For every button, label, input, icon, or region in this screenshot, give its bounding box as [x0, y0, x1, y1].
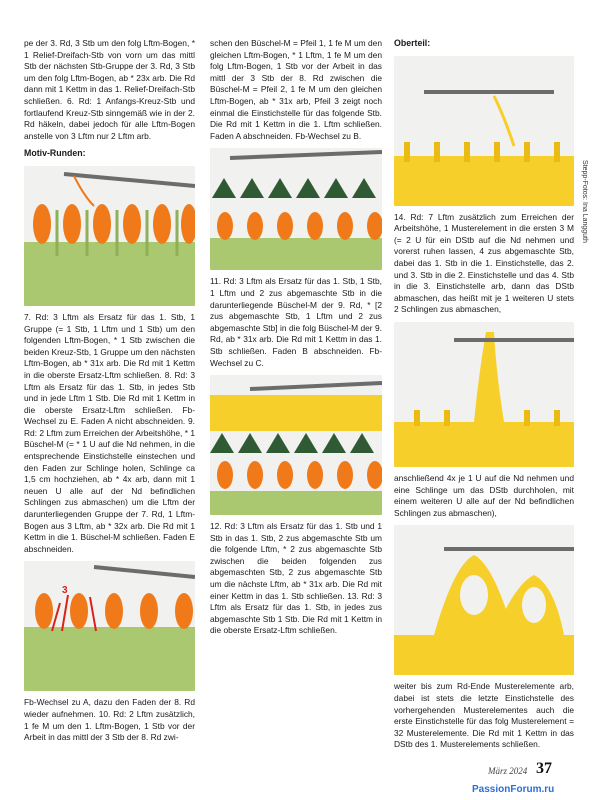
photo-round-14-step-2	[394, 322, 574, 467]
issue-date: März 2024	[488, 766, 528, 776]
watermark: PassionForum.ru	[472, 784, 555, 795]
paragraph-intro-col1: pe der 3. Rd, 3 Stb um den folg Lftm-Bogen, * 1 Relief-Dreifach-Stb von vorn um das mittl Stb der nächsten Stb-Gruppe der 3. Rd, 3 Stb um den folg Lftm-Bogen, ab * 23x arb. Die Rd dann mit 1 Kettm in das 1. Relief-Dreifach-Stb schließen. 6. Rd: 1 Anfangs-Kreuz-Stb und fortlaufend Kreuz-Stb sinngemäß wie in der 2. Rd häkeln, dabei jedoch für alle Lftm-Bogen anstelle von 3 Lftm nur 2 Lftm arb.	[24, 38, 195, 141]
photo-round-14-step-3	[394, 525, 574, 675]
paragraph-round-12-13: 12. Rd: 3 Lftm als Ersatz für das 1. Stb und 1 Stb in das 1. Stb, 2 zus abgemaschte Stb um die folgende Lftm, * 2 zus abgemaschte Stb zwischen die beiden folgenden zus abgemaschten Stb, 2 zus abgemaschte Stb um die nächste Lftm, ab * 31x arb. Die Rd mit einer Kettm in das 1. Stb schließen. 13. Rd: 3 Lftm als Ersatz für das 1. Stb, in jedes zus abgemaschte Stb 1 Stb. Die Rd mit 1 Kettm in die oberste Ersatz-Lftm schließen.	[210, 521, 382, 636]
paragraph-round-14: 14. Rd: 7 Lftm zusätzlich zum Erreichen der Arbeitshöhe, 1 Musterelement in die ersten 3 M (= 2 U für ein DStb auf die Nd nehmen und vorerst ruhen lassen, 4 zus abgemaschte Stb, dabei das 1. Stb in die 1. Einstichstelle, das 2. und 3. Stb in die 2. Einstichstelle und das 4. Stb in die 3. Einstichstelle arb, dann das DStb abmaschen, das heißt mit je 1 weiteren U stets 2 Schlingen zus abmaschen,	[394, 211, 574, 315]
photo-credit-text: Stepp-Fotos: Ina Langguth	[581, 160, 588, 243]
photo-credit	[579, 160, 589, 310]
photo-round-10-arrows	[24, 561, 195, 691]
paragraph-round-14-step-3: weiter bis zum Rd-Ende Musterelemente arb, dabei ist stets die letzte Einstichstelle des vorhergehenden Musterelementes auch die erste Einstichstelle für das folg Musterelement = 32 Musterelemente. Die Rd mit 1 Kettm in das DStb des 1. Musterelements schließen.	[394, 681, 574, 750]
photo-round-12-yellow-rows	[210, 375, 382, 515]
photo-round-7-orange-clusters	[24, 166, 195, 306]
paragraph-round-14-step-2: anschließend 4x je 1 U auf die Nd nehmen und eine Schlinge um das DStb durchholen, mit einem weiteren U alle auf der Nd befindlichen Schlingen zus abmaschen),	[394, 472, 574, 518]
heading-motiv-runden: Motiv-Runden:	[24, 148, 86, 159]
page-number: 37	[536, 760, 552, 777]
column-3	[394, 38, 574, 751]
photo-marker-label: 3	[62, 585, 68, 597]
paragraph-round-11: 11. Rd: 3 Lftm als Ersatz für das 1. Stb, 1 Stb, 1 Lftm und 2 zus abgemaschte Stb in die darunterliegende Büschel-M der 9. Rd, * [2 zus abgemaschte Stb, 1 Lftm und 2 zus abgemaschte Stb] in die folg Büschel-M der 9. Rd, ab * 31x arb. Die Rd mit 1 Kettm in das 1. Stb schließen. Faden B abschneiden. Fb-Wechsel zu C.	[210, 276, 382, 368]
photo-round-11-dark-green	[210, 148, 382, 270]
heading-oberteil: Oberteil:	[394, 38, 431, 48]
column-1	[24, 38, 195, 744]
photo-round-14-step-1	[394, 56, 574, 206]
paragraph-intro-col2: schen den Büschel-M = Pfeil 1, 1 fe M um den gleichen Lftm-Bogen, * 1 Lftm, 1 fe M um den folg Lftm-Bogen, 1 Stb vor der Arbeit in das mittl der 3 Stb der 8. Rd zwischen die Büschel-M = Pfeil 2, 1 fe M um den gleichen Lftm-Bogen, ab * 31x arb, Pfeil 3 zeigt noch einmal die Einstichstelle für das folgende Stb. Die Rd mit 1 Kettm in die 1. Lftm schließen. Faden A abschneiden. Fb-Wechsel zu B.	[210, 38, 382, 141]
paragraph-round-7-9: 7. Rd: 3 Lftm als Ersatz für das 1. Stb, 1 Gruppe (= 1 Stb, 1 Lftm und 1 Stb) um den folgenden Lftm-Bogen, * 1 Stb zwischen die beiden Kreuz-Stb, 1 Gruppe um den nächsten Lftm-Bogen, ab * 31x arb. Die Rd mit 1 Kettm in die oberste Ersatz-Lftm schließen. 8. Rd: 3 Lftm als Ersatz für das 1. Stb, in jedes Stb und in jede Lftm 1 Stb. Die Rd mit 1 Kettm in die oberste Ersatz-Lftm schließen. Fb-Wechsel zu E. Faden A nicht abschneiden. 9. Rd: 2 Lftm zum Erreichen der Arbeitshöhe, * 1 Büschel-M (= * 1 U auf die Nd nehmen, in die entsprechende Einstichstelle einstechen und den Faden zur Schlinge holen, Schlinge ca 1,5 cm hochziehen, ab * 4x arb, dann mit 1 neuen U alle auf der Nd befindlichen Schlingen zus abmaschen) um die Lftm der darunterliegenden Gruppe der 7. Rd, 1 Lftm-Bogen aus 3 Lftm, ab * 32x arb. Die Rd mit 1 Kettm in die 1. Büschel-M schließen. Faden E abschneiden.	[24, 311, 195, 554]
paragraph-round-10: Fb-Wechsel zu A, dazu den Faden der 8. Rd wieder aufnehmen. 10. Rd: 2 Lftm zusätzlich, 1 fe M um den 1. Lftm-Bogen, 1 Stb vor der Arbeit in das mittl der 3 Stb der 8. Rd zwi-	[24, 697, 195, 743]
column-2	[210, 38, 382, 637]
